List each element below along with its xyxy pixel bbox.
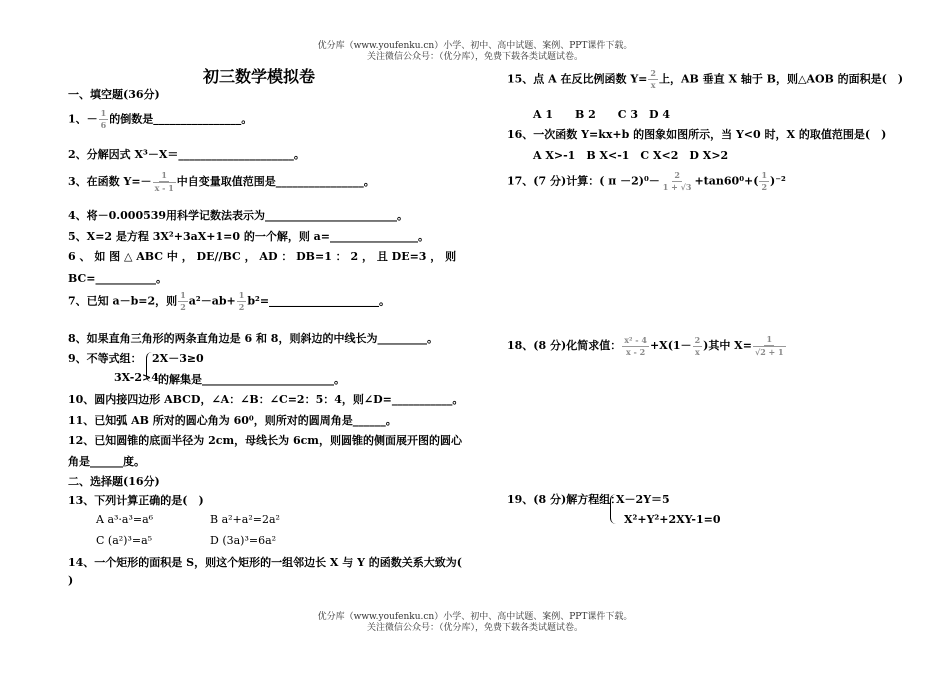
fraction: $\frac{2}{x}$ [650,68,656,90]
inequality-2: 3X-2>4 [114,371,159,384]
question-4: 4、将－0.000539用科学记数法表示为________________________。 [68,209,409,222]
question-11: 11、已知弧 AB 所对的圆心角为 60⁰，则所对的圆周角是______。 [68,414,397,427]
option-13-c: C (a²)³=a⁵ [96,534,153,547]
question-18: 18、(8 分)化简求值： $\frac{\text{x² - 4}}{x - 2}$ +X(1－ $\frac{2}{x}$ )其中 X= $\frac{1}{√2 + 1}$ [507,334,784,357]
question-9-answer: 的解集是________________________。 [158,373,345,386]
section-fill-blank: 一、填空题(36分) [68,88,160,101]
header-line-1: 优分库（www.youfenku.cn）小学、初中、高中试题、案例、PPT课件下载。 [317,41,633,51]
equation-1: X－2Y＝5 [616,493,670,506]
fraction: $\frac{2}{x}$ [694,334,701,357]
question-2: 2、分解因式 X³－X＝_____________________。 [68,148,305,161]
question-9-label: 9、不等式组： [68,352,142,365]
footer-line-1: 优分库（www.youfenku.cn）小学、初中、高中试题、案例、PPT课件下载。 [317,612,633,622]
question-15-options: A 1 B 2 C 3 D 4 [533,108,671,121]
page-title: 初三数学模拟卷 [203,67,316,86]
question-10: 10、圆内接四边形 ABCD，∠A：∠B：∠C=2：5：4，则∠D=___________。 [68,393,464,406]
question-14-line-1: 14、一个矩形的面积是 S，则这个矩形的一组邻边长 X 与 Y 的函数关系大致为( [68,556,462,569]
question-19-label: 19、(8 分)解方程组： [507,493,622,506]
inequality-1: 2X－3≥0 [152,352,204,365]
question-5: 5、X=2 是方程 3X²+3aX+1=0 的一个解，则 a=________________。 [68,230,430,243]
question-16-options: A X>-1 B X<-1 C X<2 D X>2 [533,149,729,162]
question-6-line-2: BC=___________。 [68,272,167,285]
question-17: 17、(7 分)计算：( π －2)⁰－ $\frac{2}{1 + √3}$ +tan60⁰+( $\frac{1}{2}$ )⁻² [507,170,786,192]
fraction: $\frac{1}{2}$ [761,170,768,192]
option-13-d: D (3a)³=6a² [210,534,277,547]
question-8: 8、如果直角三角形的两条直角边是 6 和 8，则斜边的中线长为_________。 [68,332,438,345]
option-13-b: B a²+a²=2a² [210,513,280,526]
fraction: $\frac{1}{6}$ [100,108,107,130]
question-15: 15、点 A 在反比例函数 Y= $\frac{2}{x}$ 上，AB 垂直 X 轴于 B，则△AOB 的面积是( ) [507,68,904,90]
question-7: 7、已知 a－b=2，则 $\frac{1}{2}$ a²－ab+ $\frac{1}{2}$ b²=____________________。 [68,290,391,312]
question-1: 1、－ $\frac{1}{6}$ 的倒数是________________。 [68,108,253,130]
fraction: $\frac{1}{2}$ [180,290,186,312]
question-12-line-1: 12、已知圆锥的底面半径为 2cm，母线长为 6cm，则圆锥的侧面展开图的圆心 [68,434,462,447]
section-choice: 二、选择题(16分) [68,475,160,488]
header-line-2: 关注微信公众号：（优分库），免费下载各类试题试卷。 [366,52,583,62]
question-12-line-2: 角是______度。 [68,455,145,468]
fraction: $\frac{\text{x² - 4}}{x - 2}$ [624,334,647,357]
question-16: 16、一次函数 Y=kx+b 的图象如图所示，当 Y<0 时，X 的取值范围是( ) [507,128,887,141]
option-13-a: A a³·a³=a⁶ [96,513,154,526]
fraction: $\frac{1}{√2 + 1}$ [754,334,784,357]
question-14-line-2: ) [68,574,74,587]
equation-2: X²+Y²+2XY-1=0 [624,513,721,526]
footer-line-2: 关注微信公众号：（优分库），免费下载各类试题试卷。 [366,623,583,633]
fraction: $\frac{1}{x - 1}$ [154,170,174,193]
question-3: 3、在函数 Y=－ $\frac{1}{x - 1}$ 中自变量取值范围是________________。 [68,170,375,193]
question-13: 13、下列计算正确的是( ) [68,494,204,507]
question-6-line-1: 6 、 如 图 △ ABC 中 ， DE//BC ， AD ： DB=1 ： 2 ， 且 DE=3 ， 则 [68,250,457,263]
fraction: $\frac{1}{2}$ [238,290,245,312]
fraction: $\frac{2}{1 + √3}$ [662,170,692,192]
